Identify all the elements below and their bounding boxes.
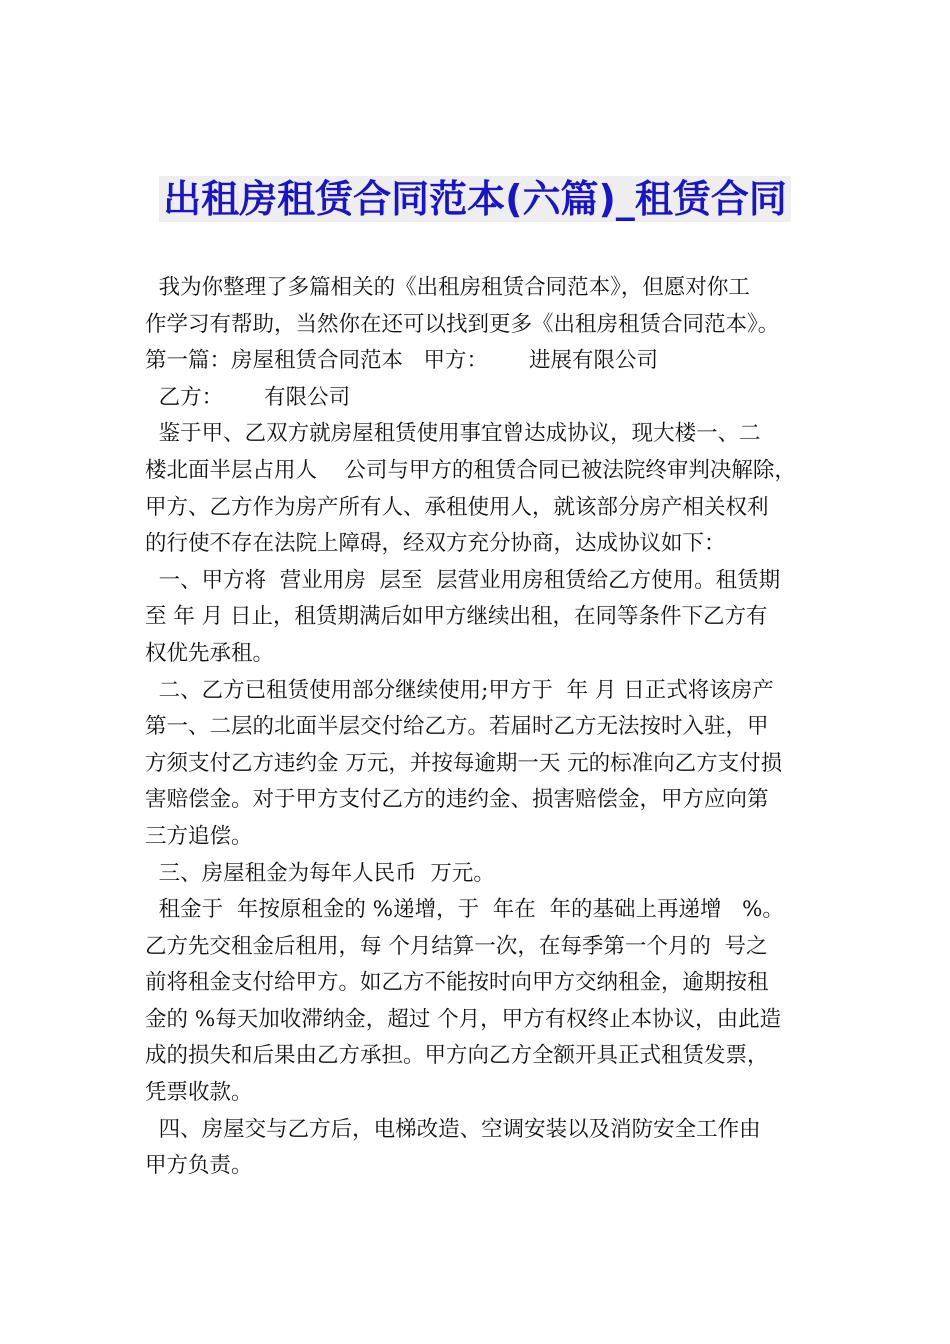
body-line: 方须支付乙方违约金 万元，并按每逾期一天 元的标准向乙方支付损 (145, 750, 783, 776)
body-line: 乙方： 有限公司 (145, 384, 351, 410)
body-line: 乙方先交租金后租用，每 个月结算一次，在每季第一个月的 号之 (145, 933, 768, 959)
body-line: 三、房屋租金为每年人民币 万元。 (145, 860, 495, 886)
body-line: 前将租金支付给甲方。如乙方不能按时向甲方交纳租金，逾期按租 (145, 970, 769, 996)
body-line: 至 年 月 日止，租赁期满后如甲方继续出租，在同等条件下乙方有 (145, 604, 768, 630)
body-line: 甲方、乙方作为房产所有人、承租使用人，就该部分房产相关权利 (145, 494, 769, 520)
body-line: 我为你整理了多篇相关的《出租房租赁合同范本》，但愿对你工 (145, 275, 750, 300)
body-line: 金的 %每天加收滞纳金，超过 个月，甲方有权终止本协议，由此造 (145, 1006, 782, 1032)
document-body (145, 270, 815, 1185)
body-line: 作学习有帮助，当然你在还可以找到更多《出租房租赁合同范本》。 (145, 311, 780, 337)
body-line: 楼北面半层占用人 公司与甲方的租赁合同已被法院终审判决解除， (145, 457, 796, 483)
body-line: 的行使不存在法院上障碍，经双方充分协商，达成协议如下： (145, 531, 726, 557)
body-line: 第一篇：房屋租赁合同范本 甲方： 进展有限公司 (145, 348, 659, 374)
body-line: 租金于 年按原租金的 %递增，于 年在 年的基础上再递增 %。 (145, 897, 784, 923)
title-container (0, 176, 950, 222)
body-line: 四、房屋交与乙方后，电梯改造、空调安装以及消防安全工作由 (145, 1116, 761, 1142)
body-line: 二、乙方已租赁使用部分继续使用;甲方于 年 月 日正式将该房产 (145, 677, 774, 703)
body-line: 成的损失和后果由乙方承担。甲方向乙方全额开具正式租赁发票， (145, 1043, 769, 1069)
body-line: 第一、二层的北面半层交付给乙方。若届时乙方无法按时入驻，甲 (145, 714, 769, 740)
body-line: 权优先承租。 (145, 640, 275, 666)
body-line: 三方追偿。 (145, 823, 253, 849)
body-line: 鉴于甲、乙双方就房屋租赁使用事宜曾达成协议，现大楼一、二 (145, 421, 761, 447)
body-line: 凭票收款。 (145, 1080, 253, 1106)
body-line: 害赔偿金。对于甲方支付乙方的违约金、损害赔偿金，甲方应向第 (145, 787, 769, 813)
body-line: 甲方负责。 (145, 1153, 253, 1179)
body-line: 一、甲方将 营业用房 层至 层营业用房租赁给乙方使用。租赁期 (145, 567, 781, 593)
document-title: 出租房租赁合同范本(六篇)_租赁合同 (159, 176, 791, 222)
